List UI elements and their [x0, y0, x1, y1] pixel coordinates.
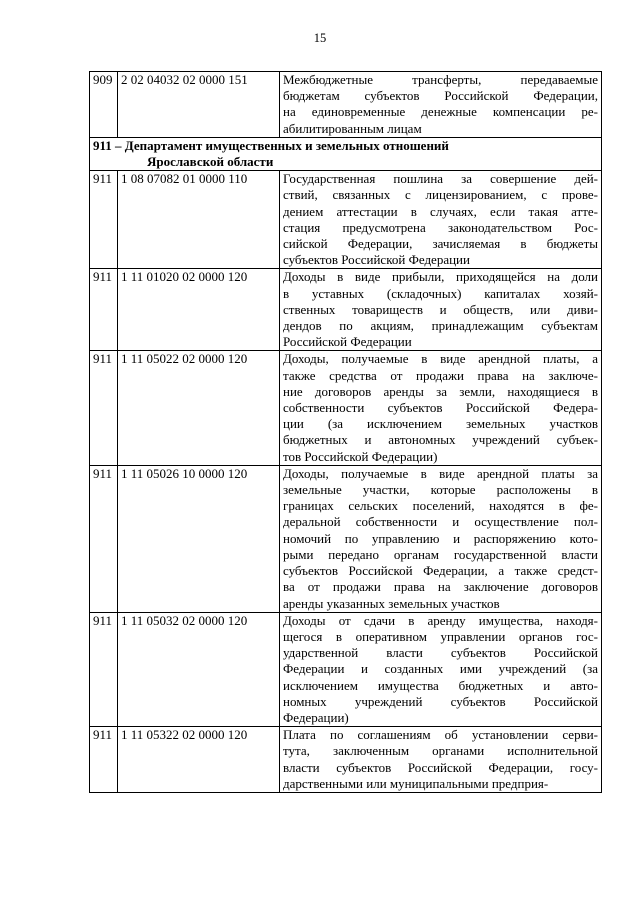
revenue-name-line: земельные участки, которые расположены в: [283, 482, 598, 498]
revenue-name-line: бюджетных и автономных учреждений субъек-: [283, 432, 598, 448]
revenue-name-line: Плата по соглашениям об установлении серви-: [283, 727, 598, 743]
admin-code-cell: 911: [90, 351, 118, 465]
revenue-name-line: бюджетам субъектов Российской Федерации,: [283, 88, 598, 104]
revenue-name-line: тов Российской Федерации): [283, 448, 438, 464]
revenue-name-line: власти субъектов Российской Федерации, госу-: [283, 759, 598, 775]
table-row: [90, 72, 602, 138]
revenue-name-line: субъектов Российской Федерации, а также средст-: [283, 563, 598, 579]
revenue-name-line: Российской Федерации: [283, 334, 412, 350]
revenue-name-line: Государственная пошлина за совершение дей-: [283, 171, 598, 187]
revenue-name-line: в уставных (складочных) капиталах хозяй-: [283, 285, 598, 301]
revenue-name-line: рыми передано органам государственной власти: [283, 546, 598, 562]
revenue-name-line: также средства от продажи права на заключе-: [283, 367, 598, 383]
revenue-name-line: дендов по акциям, принадлежащим субъектам: [283, 318, 598, 334]
table-row: [90, 351, 602, 465]
revenue-code-cell: 1 11 05032 02 0000 120: [118, 612, 280, 726]
revenue-name-line: Межбюджетные трансферты, передаваемые: [283, 72, 598, 87]
revenue-name-line: Доходы, получаемые в виде арендной платы, а: [283, 351, 598, 367]
revenue-name-line: ствий, связанных с лицензированием, с прове-: [283, 187, 598, 203]
revenue-name-line: деральной собственности и осуществление пол-: [283, 514, 598, 530]
revenue-name-line: Федерации и созданных ими учреждений (за: [283, 661, 598, 677]
revenue-code-cell: 1 11 05026 10 0000 120: [118, 465, 280, 612]
revenue-code-cell: 1 11 05022 02 0000 120: [118, 351, 280, 465]
section-header: [90, 137, 602, 170]
revenue-name-cell: [280, 727, 602, 793]
revenue-name-cell: [280, 465, 602, 612]
revenue-name-line: тута, заключенным органами исполнительной: [283, 743, 598, 759]
table-row: [90, 727, 602, 793]
revenue-name-line: дением аттестации в случаях, если такая атте-: [283, 203, 598, 219]
table-row: [90, 465, 602, 612]
table-row: [90, 612, 602, 726]
admin-code-cell: 911: [90, 171, 118, 269]
page-number: 15: [313, 31, 327, 45]
revenue-name-line: дарственными или муниципальными предприя-: [283, 775, 549, 791]
table-row: [90, 171, 602, 269]
revenue-name-line: аренды указанных земельных участков: [283, 595, 500, 611]
admin-code-cell: 911: [90, 269, 118, 351]
revenue-name-line: Федерации): [283, 709, 349, 725]
admin-code-cell: 911: [90, 727, 118, 793]
revenue-name-cell: [280, 269, 602, 351]
section-header-row: [90, 137, 602, 170]
revenue-name-line: Доходы в виде прибыли, приходящейся на доли: [283, 269, 598, 285]
revenue-name-line: субъектов Российской Федерации: [283, 252, 470, 268]
revenue-name-line: ударственной власти субъектов Российской: [283, 645, 598, 661]
revenue-name-line: щегося в оперативном управлении органов гос-: [283, 628, 598, 644]
revenue-name-line: сийской Федерации, зачисляемая в бюджеты: [283, 236, 598, 252]
revenue-code-cell: 1 11 05322 02 0000 120: [118, 727, 280, 793]
revenue-name-line: собственности субъектов Российской Федера-: [283, 400, 598, 416]
revenue-name-line: ва от продажи права на заключение договоров: [283, 579, 598, 595]
section-header-line: 911 – Департамент имущественных и земельных отношений: [93, 137, 449, 153]
revenue-name-line: Доходы, получаемые в виде арендной платы за: [283, 465, 598, 481]
section-header-line: Ярославской области: [147, 154, 274, 170]
revenue-name-line: номных учреждений субъектов Российской: [283, 693, 598, 709]
admin-code-cell: 909: [90, 72, 118, 138]
revenue-name-line: ние договоров аренды за земли, находящиеся в: [283, 383, 598, 399]
revenue-code-cell: 2 02 04032 02 0000 151: [118, 72, 280, 138]
revenue-name-cell: [280, 612, 602, 726]
revenue-name-line: границах сельских поселений, находятся в фе-: [283, 498, 598, 514]
revenue-name-cell: [280, 171, 602, 269]
revenue-name-line: абилитированным лицам: [283, 120, 422, 136]
revenue-name-line: номочий по управлению и распоряжению кото-: [283, 530, 598, 546]
revenue-code-cell: 1 11 01020 02 0000 120: [118, 269, 280, 351]
revenue-name-line: на единовременные денежные компенсации ре-: [283, 104, 598, 120]
admin-code-cell: 911: [90, 465, 118, 612]
table-row: [90, 269, 602, 351]
revenue-name-line: стация предусмотрена законодательством Рос-: [283, 219, 598, 235]
revenue-classification-table: [89, 71, 602, 793]
revenue-code-cell: 1 08 07082 01 0000 110: [118, 171, 280, 269]
revenue-name-cell: [280, 72, 602, 138]
revenue-name-line: Доходы от сдачи в аренду имущества, находя-: [283, 612, 598, 628]
revenue-name-line: исключением имущества бюджетных и авто-: [283, 677, 598, 693]
revenue-name-cell: [280, 351, 602, 465]
admin-code-cell: 911: [90, 612, 118, 726]
revenue-name-line: ции (за исключением земельных участков: [283, 416, 598, 432]
revenue-name-line: ственных товариществ и обществ, или диви-: [283, 301, 598, 317]
